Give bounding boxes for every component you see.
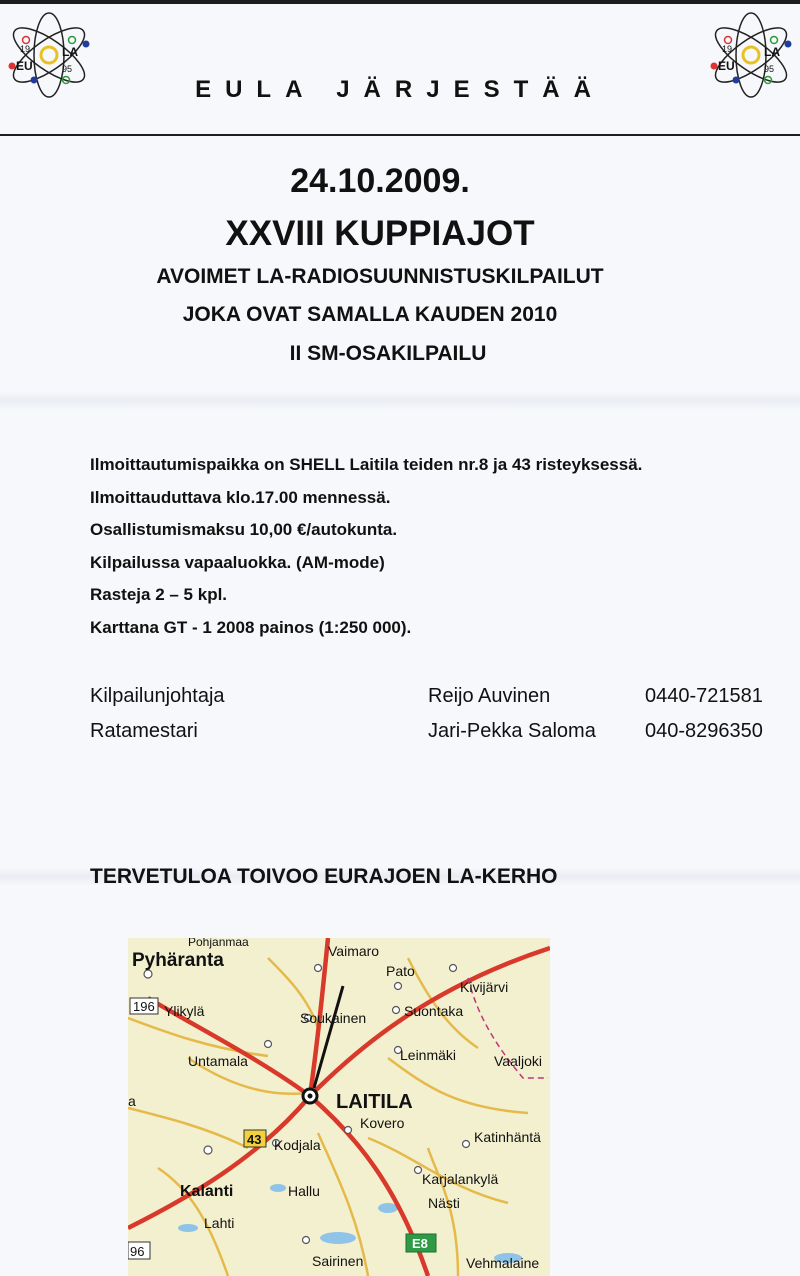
event-date: 24.10.2009. <box>290 162 470 200</box>
svg-text:EU: EU <box>718 59 735 73</box>
place-label: Soukainen <box>300 1010 367 1026</box>
place-label: Pato <box>386 963 415 979</box>
place-label: Sairinen <box>312 1253 364 1269</box>
svg-text:EU: EU <box>16 59 33 73</box>
info-line: Karttana GT - 1 2008 painos (1:250 000). <box>90 618 412 637</box>
header-rule <box>0 134 800 136</box>
place-label: Untamala <box>188 1053 248 1069</box>
place-label: Nästi <box>428 1195 460 1211</box>
place-label: Vaaljoki <box>494 1053 542 1069</box>
svg-text:LA: LA <box>62 45 78 59</box>
road-label: 43 <box>247 1132 262 1147</box>
place-label: Lahti <box>204 1215 235 1231</box>
place-label: Kovero <box>360 1115 405 1131</box>
place-label: LAITILA <box>336 1091 413 1113</box>
info-line: Ilmoittautumispaikka on SHELL Laitila teiden nr.8 ja 43 risteyksessä. <box>90 455 643 474</box>
event-subtitle-line: II SM-OSAKILPAILU <box>289 342 487 365</box>
place-label: Ylikylä <box>164 1003 205 1019</box>
road-label: 96 <box>130 1244 145 1259</box>
place-label: Suontaka <box>404 1003 464 1019</box>
paper-fold <box>0 392 800 410</box>
svg-text:LA: LA <box>764 45 780 59</box>
contact-phone: 040-8296350 <box>645 720 763 742</box>
place-label: Pohjanmaa <box>188 938 249 949</box>
info-line: Kilpailussa vapaaluokka. (AM-mode) <box>90 553 385 572</box>
svg-text:95: 95 <box>764 64 775 74</box>
place-label: Leinmäki <box>400 1047 457 1063</box>
info-line: Rasteja 2 – 5 kpl. <box>90 585 228 604</box>
info-line: Osallistumismaksu 10,00 €/autokunta. <box>90 520 398 539</box>
place-label: Kodjala <box>274 1137 321 1153</box>
road-label: E8 <box>412 1236 428 1251</box>
event-subtitle-line: AVOIMET LA-RADIOSUUNNISTUSKILPAILUT <box>156 265 604 288</box>
place-label: Hallu <box>288 1183 320 1199</box>
contact-role: Kilpailunjohtaja <box>90 685 225 707</box>
place-label: Karjalankylä <box>422 1171 499 1187</box>
event-subtitle-line: JOKA OVAT SAMALLA KAUDEN 2010 <box>182 303 558 326</box>
contact-name: Reijo Auvinen <box>428 685 551 707</box>
place-label: Kivijärvi <box>460 979 509 995</box>
place-label: Katinhäntä <box>474 1129 541 1145</box>
road-label: 196 <box>133 999 155 1014</box>
place-label: a <box>128 1093 136 1109</box>
welcome-text: TERVETULOA TOIVOO EURAJOEN LA-KERHO <box>90 865 558 888</box>
place-label: Pyhäranta <box>132 950 224 971</box>
info-line: Ilmoittauduttava klo.17.00 mennessä. <box>90 488 391 507</box>
place-label: Kalanti <box>180 1183 234 1200</box>
top-rule <box>0 0 800 4</box>
place-label: Vehmalaine <box>466 1255 540 1271</box>
svg-text:19: 19 <box>722 44 733 54</box>
event-title: XXVIII KUPPIAJOT <box>225 214 535 253</box>
svg-text:19: 19 <box>20 44 31 54</box>
organizer-heading: EULA JÄRJESTÄÄ <box>195 76 605 103</box>
contact-role: Ratamestari <box>90 720 198 742</box>
contact-phone: 0440-721581 <box>645 685 763 707</box>
contact-name: Jari-Pekka Saloma <box>428 720 596 742</box>
location-map <box>128 938 550 1276</box>
svg-text:95: 95 <box>62 64 73 74</box>
place-label: Vaimaro <box>328 943 380 959</box>
